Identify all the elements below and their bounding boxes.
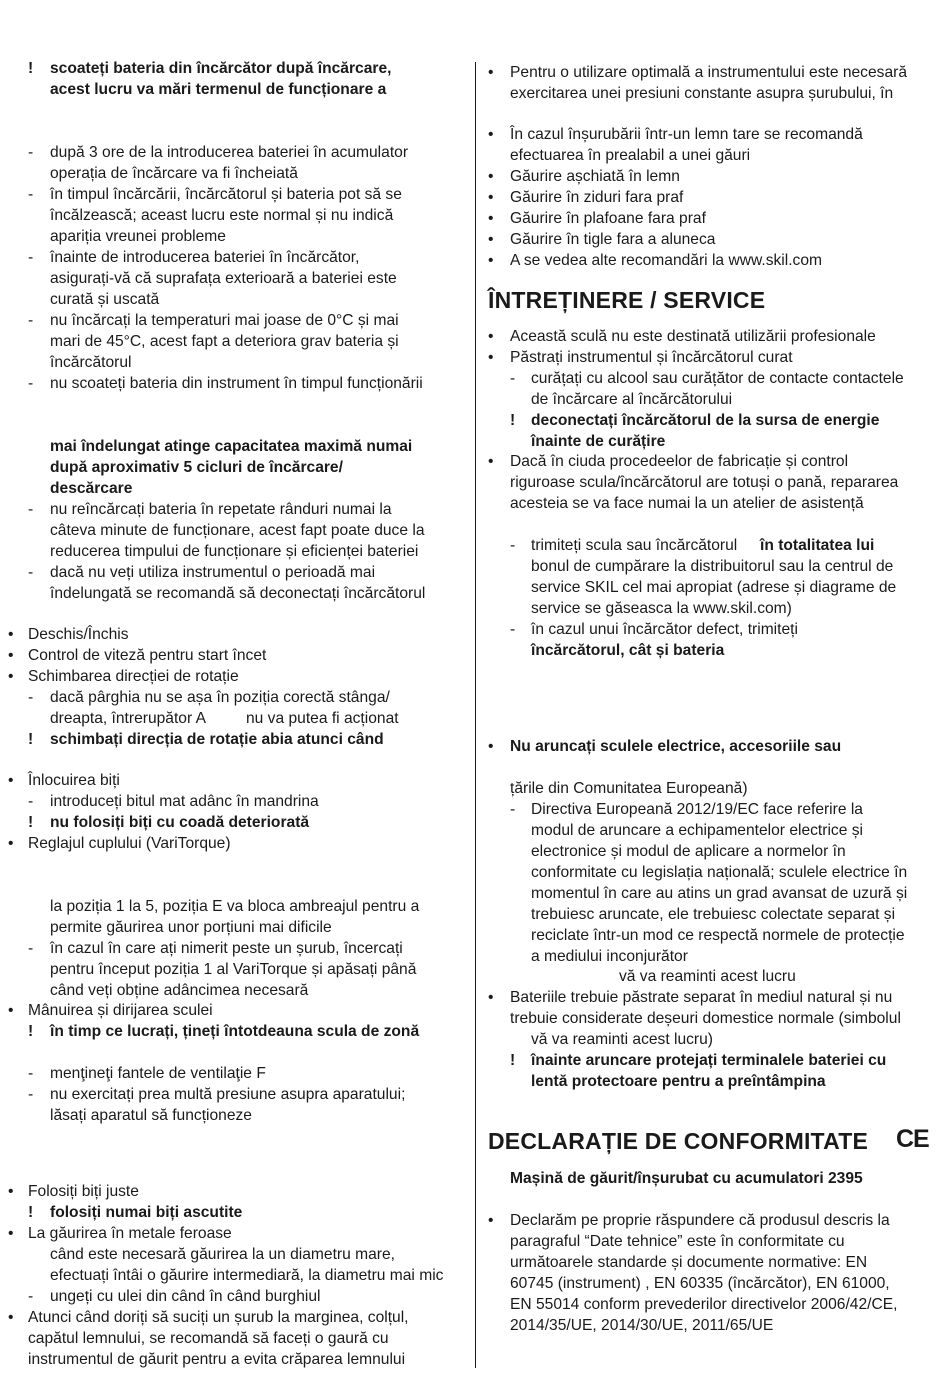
bullet-marker: • bbox=[488, 126, 494, 143]
text-line: ungeți cu ulei din când în când burghiul bbox=[50, 1288, 321, 1305]
dash-marker: - bbox=[510, 370, 516, 387]
text-line: reducerea timpului de funcționare și eficienței bateriei bbox=[50, 543, 419, 560]
dash-marker: - bbox=[28, 186, 34, 203]
text-line: țările din Comunitatea Europeană) bbox=[510, 780, 748, 797]
text-line: operația de încărcare va fi încheiată bbox=[50, 165, 298, 182]
text-line: instrumentul de găurit pentru a evita crăparea lemnului bbox=[28, 1351, 406, 1368]
bullet-marker: • bbox=[488, 210, 494, 227]
warning-marker: ! bbox=[28, 60, 34, 77]
text-line: EN 55014 conform prevederilor directivelor 2006/42/CE, bbox=[510, 1296, 898, 1313]
dash-marker: - bbox=[28, 312, 34, 329]
text-line: nu va putea fi acționat bbox=[246, 710, 399, 727]
text-line: curățați cu alcool sau curățător de contacte contactele bbox=[531, 370, 904, 387]
text-line: 60745 (instrument) , EN 60335 (încărcător), EN 61000, bbox=[510, 1275, 890, 1292]
text-line: în timpul încărcării, încărcătorul și bateria pot să se bbox=[50, 186, 402, 203]
section-heading: DECLARAȚIE DE CONFORMITATE bbox=[488, 1128, 868, 1154]
bullet-marker: • bbox=[8, 668, 14, 685]
text-line: vă va reaminti acest lucru bbox=[619, 968, 796, 985]
text-line: reciclate într-un mod ce respectă normele de protecție bbox=[531, 927, 905, 944]
text-line: exercitarea unei presiuni constante asupra șurubului, în bbox=[510, 85, 894, 102]
bullet-marker: • bbox=[488, 231, 494, 248]
text-line: Directiva Europeană 2012/19/EC face referire la bbox=[531, 801, 863, 818]
dash-marker: - bbox=[28, 793, 34, 810]
dash-marker: - bbox=[28, 940, 34, 957]
text-line: nu folosiți biți cu coadă deteriorată bbox=[50, 814, 310, 831]
text-line: paragraful “Date tehnice” este în conformitate cu bbox=[510, 1233, 845, 1250]
text-line: În cazul înșurubării într-un lemn tare se recomandă bbox=[510, 126, 863, 143]
text-line: riguroase scula/încărcătorul are totuși o pană, repararea bbox=[510, 474, 899, 491]
dash-marker: - bbox=[28, 1086, 34, 1103]
bullet-marker: • bbox=[8, 626, 14, 643]
text-line: Schimbarea direcției de rotație bbox=[28, 668, 239, 685]
bullet-marker: • bbox=[488, 189, 494, 206]
text-line: conformitate cu legislația națională; sculele electrice în bbox=[531, 864, 908, 881]
text-line: Mașină de găurit/înșurubat cu acumulatori 2395 bbox=[510, 1170, 863, 1187]
text-line: când veți obține adâncimea necesară bbox=[50, 982, 309, 999]
dash-marker: - bbox=[510, 537, 516, 554]
dash-marker: - bbox=[28, 249, 34, 266]
bullet-marker: • bbox=[488, 738, 494, 755]
text-line: permite găurirea unor porțiuni mai dificile bbox=[50, 919, 332, 936]
text-line: service se găseasca la www.skil.com) bbox=[531, 600, 792, 617]
bullet-marker: • bbox=[488, 328, 494, 345]
section-heading: ÎNTREȚINERE / SERVICE bbox=[488, 287, 766, 313]
text-line: mai îndelungat atinge capacitatea maximă numai bbox=[50, 438, 413, 455]
text-line: apariția vreunei probleme bbox=[50, 228, 226, 245]
text-line: introduceți bitul mat adânc în mandrina bbox=[50, 793, 319, 810]
text-line: următoarele standarde și documente normative: EN bbox=[510, 1254, 868, 1271]
text-line: schimbați direcția de rotație abia atunci când bbox=[50, 731, 384, 748]
bullet-marker: • bbox=[488, 64, 494, 81]
text-line: scoateți bateria din încărcător după încărcare, bbox=[50, 60, 392, 77]
text-line: mari de 45°C, acest fapt a deteriora grav bateria și bbox=[50, 333, 399, 350]
text-line: dreapta, întrerupător A bbox=[50, 710, 207, 727]
text-line: la poziția 1 la 5, poziția E va bloca ambreajul pentru a bbox=[50, 898, 420, 915]
dash-marker: - bbox=[28, 564, 34, 581]
text-line: deconectați încărcătorul de la sursa de energie bbox=[531, 412, 880, 429]
warning-marker: ! bbox=[510, 1052, 516, 1069]
text-line: trimiteți scula sau încărcătorul bbox=[531, 537, 738, 554]
bullet-marker: • bbox=[488, 989, 494, 1006]
text-line: după aproximativ 5 cicluri de încărcare/ bbox=[50, 459, 343, 476]
text-line: Atunci când doriți să suciți un șurub la marginea, colțul, bbox=[28, 1309, 409, 1326]
text-line: modul de aruncare a echipamentelor electrice și bbox=[531, 822, 863, 839]
text-line: Înlocuirea biți bbox=[28, 772, 120, 789]
text-line: când este necesară găurirea la un diametru mare, bbox=[50, 1246, 395, 1263]
text-line: încălzească; aceast lucru este normal și nu indică bbox=[50, 207, 394, 224]
text-line: vă va reaminti acest lucru) bbox=[531, 1031, 713, 1048]
text-line: Control de viteză pentru start încet bbox=[28, 647, 267, 664]
dash-marker: - bbox=[510, 621, 516, 638]
warning-marker: ! bbox=[510, 412, 516, 429]
warning-marker: ! bbox=[28, 1204, 34, 1221]
text-line: pentru început poziția 1 al VariTorque și apăsați până bbox=[50, 961, 417, 978]
text-line: câteva minute de funcționare, acest fapt poate duce la bbox=[50, 522, 425, 539]
dash-marker: - bbox=[28, 501, 34, 518]
dash-marker: - bbox=[28, 375, 34, 392]
bullet-marker: • bbox=[488, 349, 494, 366]
text-line: bonul de cumpărare la distribuitorul sau la centrul de bbox=[531, 558, 894, 575]
text-line: lăsați aparatul să funcționeze bbox=[50, 1107, 252, 1124]
text-line: încărcătorul, cât și bateria bbox=[531, 642, 725, 659]
text-line: Găurire așchiată în lemn bbox=[510, 168, 680, 185]
text-line: A se vedea alte recomandări la www.skil.com bbox=[510, 252, 823, 269]
text-line: înainte de curățire bbox=[531, 433, 666, 450]
text-line: curată și uscată bbox=[50, 291, 160, 308]
text-line: a mediului inconjurător bbox=[531, 948, 688, 965]
text-line: înainte de introducerea bateriei în încărcător, bbox=[50, 249, 360, 266]
text-line: în cazul în care ați nimerit peste un șurub, încercați bbox=[50, 940, 403, 957]
text-line: La găurirea în metale feroase bbox=[28, 1225, 232, 1242]
bullet-marker: • bbox=[488, 1212, 494, 1229]
text-line: dacă nu veți utiliza instrumentul o perioadă mai bbox=[50, 564, 376, 581]
text-line: nu scoateți bateria din instrument în timpul funcționării bbox=[50, 375, 423, 392]
text-line: efectuați întâi o găurire intermediară, la diametru mai mic bbox=[50, 1267, 444, 1284]
text-line: Găurire în ziduri fara praf bbox=[510, 189, 684, 206]
text-line: nu exercitați prea multă presiune asupra aparatului; bbox=[50, 1086, 406, 1103]
bullet-marker: • bbox=[8, 772, 14, 789]
dash-marker: - bbox=[28, 689, 34, 706]
text-line: dacă pârghia nu se așa în poziția corectă stânga/ bbox=[50, 689, 390, 706]
text-line: asigurați-vă că suprafața exterioară a bateriei este bbox=[50, 270, 397, 287]
text-line: nu reîncărcați bateria în repetate rânduri numai la bbox=[50, 501, 392, 518]
bullet-marker: • bbox=[8, 1002, 14, 1019]
text-line: momentul în care au atins un grad avansat de uzură și bbox=[531, 885, 908, 902]
text-line: Reglajul cuplului (VariTorque) bbox=[28, 835, 231, 852]
text-line: acesteia se va face numai la un atelier de asistență bbox=[510, 495, 864, 512]
text-line: înainte aruncare protejați terminalele bateriei cu bbox=[531, 1052, 887, 1069]
bullet-marker: • bbox=[8, 1225, 14, 1242]
bullet-marker: • bbox=[8, 1309, 14, 1326]
text-line: Pentru o utilizare optimală a instrumentului este necesară bbox=[510, 64, 907, 81]
text-line: acest lucru va mări termenul de funcționare a bbox=[50, 81, 387, 98]
text-line: efectuarea în prealabil a unei găuri bbox=[510, 147, 751, 164]
text-line: capătul lemnului, se recomandă să faceți o gaură cu bbox=[28, 1330, 389, 1347]
text-line: 2014/35/UE, 2014/30/UE, 2011/65/UE bbox=[510, 1317, 774, 1334]
bullet-marker: • bbox=[8, 647, 14, 664]
bullet-marker: • bbox=[488, 168, 494, 185]
text-line: folosiți numai biți ascutite bbox=[50, 1204, 243, 1221]
text-line: lentă protectoare pentru a preîntâmpina bbox=[531, 1073, 826, 1090]
text-line: Mânuirea și dirijarea sculei bbox=[28, 1002, 213, 1019]
dash-marker: - bbox=[28, 144, 34, 161]
text-line: Folosiți biți juste bbox=[28, 1183, 139, 1200]
text-line: Nu aruncați sculele electrice, accesoriile sau bbox=[510, 738, 842, 755]
dash-marker: - bbox=[28, 1288, 34, 1305]
text-line: electronice și modul de aplicare a normelor în bbox=[531, 843, 846, 860]
text-line: Găurire în plafoane fara praf bbox=[510, 210, 706, 227]
text-line: Găurire în tigle fara a aluneca bbox=[510, 231, 716, 248]
bullet-marker: • bbox=[488, 252, 494, 269]
text-line: trebuiesc aruncate, ele trebuiesc colectate separat și bbox=[531, 906, 896, 923]
text-line: Declarăm pe proprie răspundere că produsul descris la bbox=[510, 1212, 890, 1229]
text-line: Dacă în ciuda procedeelor de fabricație și control bbox=[510, 453, 849, 470]
bullet-marker: • bbox=[8, 1183, 14, 1200]
text-line: service SKIL cel mai apropiat (adrese și diagrame de bbox=[531, 579, 897, 596]
text-line: Această sculă nu este destinată utilizării profesionale bbox=[510, 328, 876, 345]
text-line: în cazul unui încărcător defect, trimiteți bbox=[531, 621, 798, 638]
text-line: nu încărcați la temperaturi mai joase de 0°C și mai bbox=[50, 312, 399, 329]
text-line: trebuie considerate deșeuri domestice normale (simbolul bbox=[510, 1010, 901, 1027]
dash-marker: - bbox=[510, 801, 516, 818]
text-line: Păstrați instrumentul și încărcătorul curat bbox=[510, 349, 793, 366]
text-line: încărcătorul bbox=[50, 354, 132, 371]
bullet-marker: • bbox=[488, 453, 494, 470]
warning-marker: ! bbox=[28, 731, 34, 748]
text-line: după 3 ore de la introducerea bateriei în acumulator bbox=[50, 144, 409, 161]
text-line: descărcare bbox=[50, 480, 133, 497]
column-divider bbox=[475, 62, 476, 1368]
text-line: Deschis/Închis bbox=[28, 626, 129, 643]
dash-marker: - bbox=[28, 1065, 34, 1082]
text-line: în totalitatea lui bbox=[760, 537, 875, 554]
text-line: menţineţi fantele de ventilaţie F bbox=[50, 1065, 266, 1082]
warning-marker: ! bbox=[28, 1023, 34, 1040]
bullet-marker: • bbox=[8, 835, 14, 852]
warning-marker: ! bbox=[28, 814, 34, 831]
ce-mark: CE bbox=[896, 1125, 929, 1153]
text-line: îndelungată se recomandă să deconectați încărcătorul bbox=[50, 585, 426, 602]
text-line: de încărcare al încărcătorului bbox=[531, 391, 733, 408]
text-line: în timp ce lucrați, țineți întotdeauna scula de zonă bbox=[50, 1023, 420, 1040]
text-line: Bateriile trebuie păstrate separat în mediul natural și nu bbox=[510, 989, 893, 1006]
